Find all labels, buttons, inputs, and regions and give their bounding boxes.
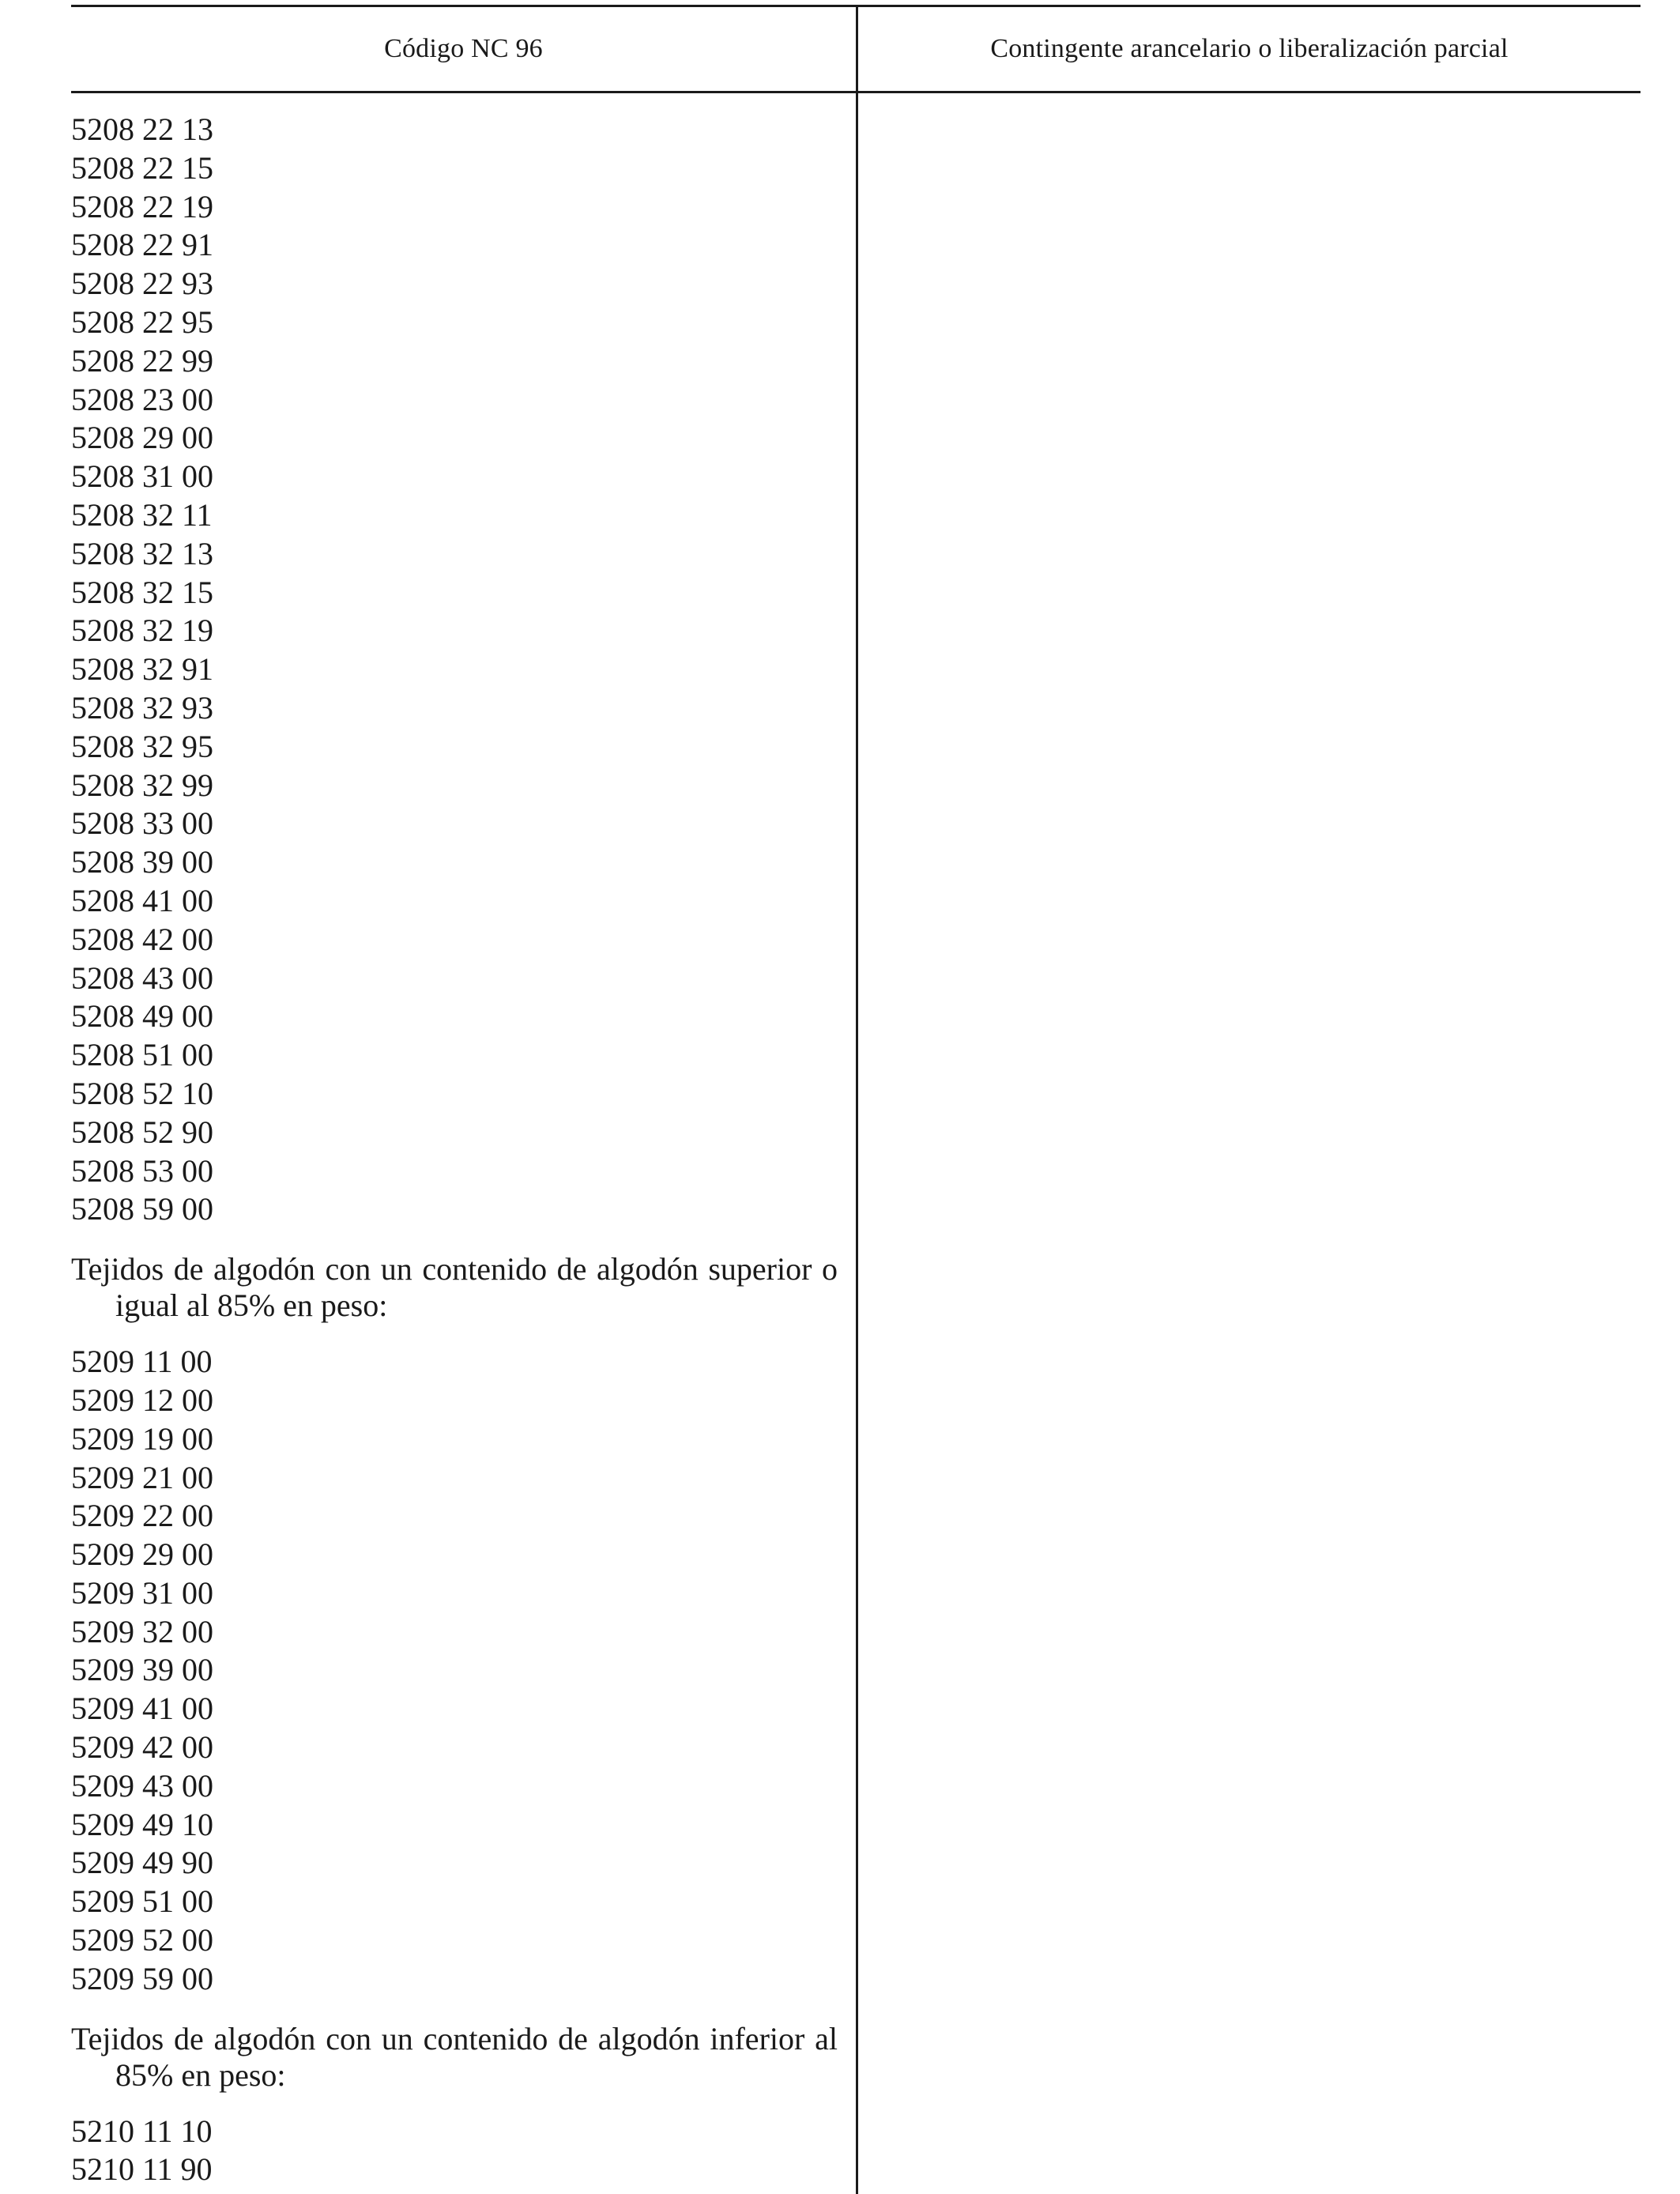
nc-code: 5208 22 91 <box>71 227 213 263</box>
nc-code: 5209 31 00 <box>71 1574 213 1611</box>
nc-code: 5208 32 15 <box>71 574 213 610</box>
nc-code: 5209 41 00 <box>71 1691 213 1727</box>
nc-code: 5208 32 13 <box>71 535 213 571</box>
nc-code: 5209 49 90 <box>71 1845 213 1881</box>
code-column <box>71 111 838 2189</box>
nc-code: 5208 31 00 <box>71 458 213 495</box>
nc-code: 5208 39 00 <box>71 844 213 880</box>
nc-code: 5208 32 19 <box>71 613 213 649</box>
nc-code: 5208 59 00 <box>71 1191 213 1227</box>
nc-code: 5208 33 00 <box>71 805 213 842</box>
nc-code: 5209 39 00 <box>71 1652 213 1688</box>
nc-code: 5209 51 00 <box>71 1883 213 1920</box>
column-header-quota: Contingente arancelario o liberalización parcial <box>990 34 1509 63</box>
nc-code: 5208 29 00 <box>71 420 213 456</box>
nc-code: 5210 11 10 <box>71 2113 213 2149</box>
nc-code: 5210 11 90 <box>71 2151 213 2188</box>
nc-code: 5208 22 13 <box>71 111 213 147</box>
column-divider <box>856 5 858 2194</box>
nc-code: 5209 59 00 <box>71 1960 213 1996</box>
nc-code: 5208 43 00 <box>71 959 213 996</box>
nc-code: 5209 21 00 <box>71 1459 213 1495</box>
nc-code: 5208 22 93 <box>71 266 213 302</box>
nc-code: 5208 42 00 <box>71 921 213 957</box>
nc-code: 5208 49 00 <box>71 998 213 1035</box>
code-group <box>71 1251 838 1999</box>
document-page <box>71 0 1640 2194</box>
nc-code: 5208 52 90 <box>71 1114 213 1150</box>
nc-code: 5209 22 00 <box>71 1498 213 1534</box>
nc-code: 5208 22 19 <box>71 188 213 224</box>
nc-code: 5209 42 00 <box>71 1729 213 1766</box>
code-group <box>71 2021 838 2190</box>
group-description: Tejidos de algodón con un contenido de algodón superior o igual al 85% en peso: <box>71 1251 838 1324</box>
code-group <box>71 111 838 1229</box>
nc-code: 5209 19 00 <box>71 1420 213 1457</box>
nc-code: 5209 29 00 <box>71 1536 213 1573</box>
nc-code: 5208 53 00 <box>71 1152 213 1189</box>
group-description: Tejidos de algodón con un contenido de algodón inferior al 85% en peso: <box>71 2020 838 2093</box>
nc-code: 5208 22 95 <box>71 303 213 340</box>
nc-code: 5209 11 00 <box>71 1344 213 1380</box>
nc-code: 5208 52 10 <box>71 1075 213 1111</box>
nc-code: 5209 12 00 <box>71 1382 213 1418</box>
nc-code: 5208 41 00 <box>71 882 213 918</box>
nc-code: 5208 23 00 <box>71 381 213 417</box>
nc-code: 5208 22 99 <box>71 342 213 379</box>
nc-code: 5208 22 15 <box>71 149 213 186</box>
nc-code: 5208 32 99 <box>71 767 213 803</box>
nc-code: 5209 43 00 <box>71 1767 213 1804</box>
column-header-code: Código NC 96 <box>384 34 543 63</box>
nc-code: 5208 32 11 <box>71 496 213 533</box>
nc-code: 5208 32 95 <box>71 728 213 764</box>
nc-code: 5208 32 93 <box>71 689 213 726</box>
nc-code: 5209 49 10 <box>71 1806 213 1842</box>
nc-code: 5208 51 00 <box>71 1037 213 1073</box>
nc-code: 5208 32 91 <box>71 651 213 688</box>
nc-code: 5209 52 00 <box>71 1922 213 1958</box>
nc-code: 5209 32 00 <box>71 1613 213 1649</box>
